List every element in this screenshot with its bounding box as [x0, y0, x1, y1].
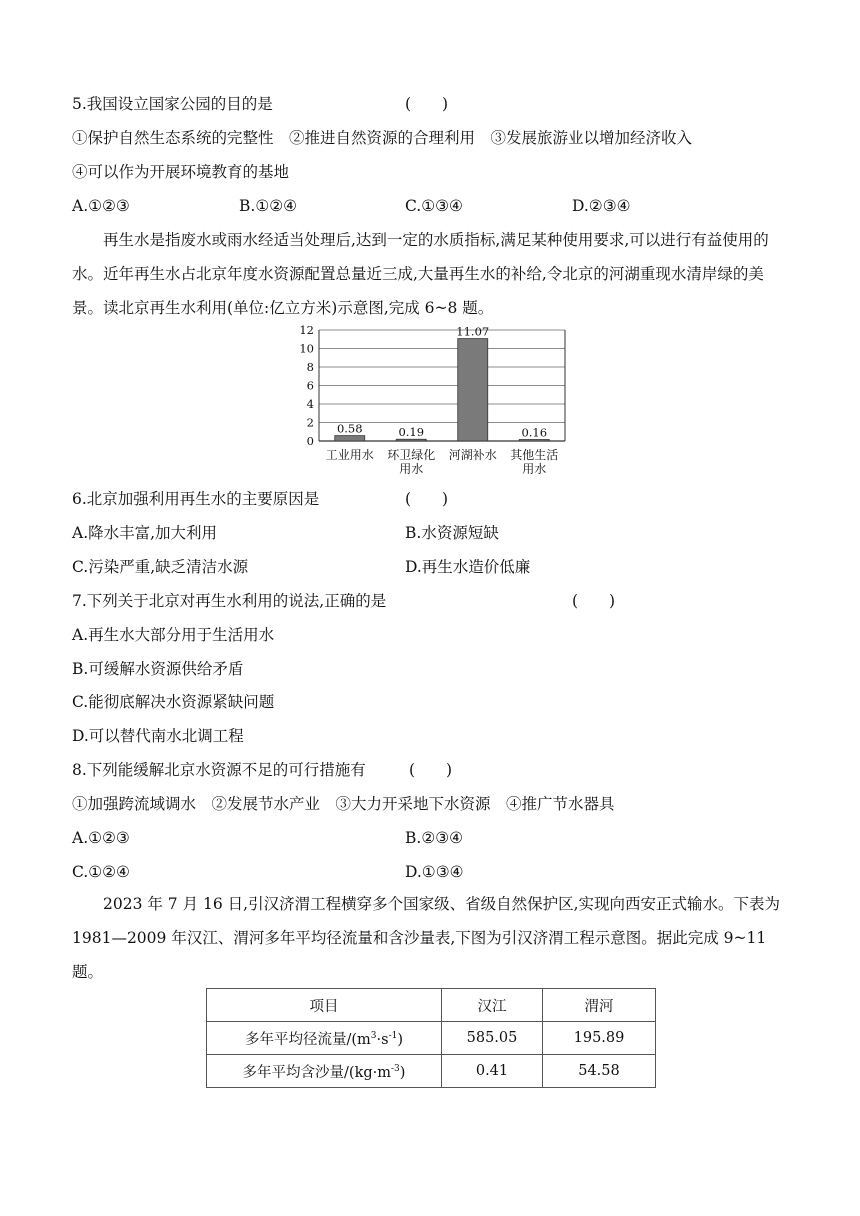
q5-items-line1: ①保护自然生态系统的完整性 ②推进自然资源的合理利用 ③发展旅游业以增加经济收入 — [72, 129, 693, 147]
table-header-cell: 项目 — [207, 989, 442, 1022]
y-tick-label: 10 — [299, 341, 314, 356]
y-tick-label: 8 — [306, 360, 314, 374]
bar-value-label: 0.16 — [521, 425, 548, 440]
x-category-label-line: 用水 — [399, 462, 424, 476]
q5-option-a: A.①②③ — [72, 197, 130, 215]
x-category-label-line: 环卫绿化 — [387, 448, 436, 462]
intro-paragraph-reclaimed-water: 再生水是指废水或雨水经适当处理后,达到一定的水质指标,满足某种使用要求,可以进行有益使用的水。近年再生水占北京年度水资源配置总量近三成,大量再生水的补给,令北京的河湖重现水清岸绿的美景。读北京再生水利用(单位:亿立方米)示意图,完成 6~8 题。 — [72, 231, 769, 317]
y-tick-label: 6 — [306, 378, 314, 393]
table-cell: 195.89 — [543, 1022, 656, 1055]
table-row-label: 多年平均含沙量$/(kg\cdot m^{-3})$ — [207, 1055, 442, 1088]
x-category-label — [315, 448, 385, 462]
bar-value-label: 11.07 — [456, 324, 490, 339]
table-header-cell: 汉江 — [442, 989, 543, 1022]
q5-stem: 5.我国设立国家公园的目的是 — [72, 95, 273, 113]
table-cell: 585.05 — [442, 1022, 543, 1055]
bar-chart-svg — [295, 320, 575, 446]
x-category-label — [438, 448, 508, 462]
bar-value-label: 0.58 — [336, 421, 363, 436]
q5-option-b: B.①②④ — [239, 197, 298, 215]
q8-stem: 8.下列能缓解北京水资源不足的可行措施有 — [72, 761, 366, 779]
y-tick-label: 2 — [306, 415, 314, 430]
q7-option-d: D.可以替代南水北调工程 — [72, 727, 244, 745]
x-category-label-line: 工业用水 — [325, 448, 374, 462]
table-cell: 0.41 — [442, 1055, 543, 1088]
bar-value-label: 0.19 — [398, 425, 425, 440]
bar — [458, 339, 488, 441]
q8-option-d: D.①③④ — [405, 863, 464, 881]
q6-option-d: D.再生水造价低廉 — [405, 558, 531, 576]
q8-answer-bracket: ( ) — [409, 761, 453, 779]
q8-items: ①加强跨流域调水 ②发展节水产业 ③大力开采地下水资源 ④推广节水器具 — [72, 795, 615, 813]
q6-option-c: C.污染严重,缺乏清洁水源 — [72, 558, 249, 576]
table-header-cell: 渭河 — [543, 989, 656, 1022]
q7-option-c: C.能彻底解决水资源紧缺问题 — [72, 693, 275, 711]
runoff-sediment-table — [206, 988, 656, 1088]
q6-option-b: B.水资源短缺 — [405, 524, 499, 542]
table-cell: 54.58 — [543, 1055, 656, 1088]
q7-option-b: B.可缓解水资源供给矛盾 — [72, 660, 244, 678]
q5-answer-bracket: ( ) — [405, 95, 449, 113]
y-tick-label: 12 — [299, 323, 314, 337]
table-header-row — [207, 989, 656, 1022]
q7-option-a: A.再生水大部分用于生活用水 — [72, 626, 275, 644]
y-tick-label: 0 — [306, 434, 314, 446]
q5-items-line2: ④可以作为开展环境教育的基地 — [72, 163, 290, 181]
bar — [396, 439, 426, 441]
q6-option-a: A.降水丰富,加大利用 — [72, 524, 218, 542]
x-category-label — [499, 448, 569, 476]
x-category-label-line: 河湖补水 — [448, 448, 497, 462]
q5-option-d: D.②③④ — [572, 197, 631, 215]
q7-stem: 7.下列关于北京对再生水利用的说法,正确的是 — [72, 592, 387, 610]
q8-option-b: B.②③④ — [405, 829, 464, 847]
bar — [335, 436, 365, 441]
q8-option-c: C.①②④ — [72, 863, 130, 881]
y-tick-label: 4 — [306, 397, 314, 411]
bar — [519, 440, 549, 441]
x-category-label — [376, 448, 446, 476]
x-category-label-line: 其他生活 — [510, 448, 559, 462]
table-row — [207, 1022, 656, 1055]
q6-answer-bracket: ( ) — [405, 490, 449, 508]
q5-option-c: C.①③④ — [405, 197, 463, 215]
reclaimed-water-chart — [295, 320, 575, 485]
q7-answer-bracket: ( ) — [572, 592, 616, 610]
q6-stem: 6.北京加强利用再生水的主要原因是 — [72, 490, 320, 508]
table-row — [207, 1055, 656, 1088]
intro-paragraph-hanjiang-project: 2023 年 7 月 16 日,引汉济渭工程横穿多个国家级、省级自然保护区,实现向西安正式输水。下表为 1981—2009 年汉江、渭河多年平均径流量和含沙量表,下图为引汉济渭工程示意图。据此完成 9~11 题。 — [72, 895, 781, 981]
q8-option-a: A.①②③ — [72, 829, 130, 847]
x-category-label-line: 用水 — [522, 462, 547, 476]
table-row-label: 多年平均径流量$/(m^3\cdot s^{-1})$ — [207, 1022, 442, 1055]
